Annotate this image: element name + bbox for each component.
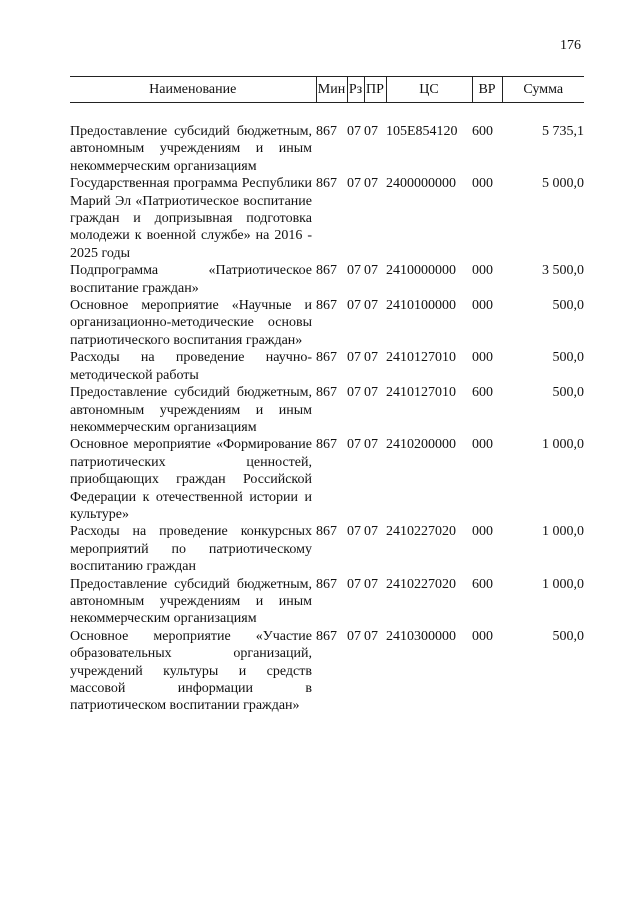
table-row <box>70 384 584 436</box>
header-name: Наименование <box>70 77 316 103</box>
cell-rz: 07 <box>347 350 361 366</box>
cell-rz: 07 <box>347 298 361 314</box>
cell-cs: 2410227020 <box>386 524 456 540</box>
header-pr: ПР <box>364 77 386 103</box>
cell-name: Государственная программа Республики Марий Эл «Патриотическое воспитание граждан и допризывная подготовка молодежи к военной службе» на 2016 - 2025 годы <box>70 176 312 261</box>
table-row <box>70 628 584 715</box>
cell-name: Основное мероприятие «Формирование патриотических ценностей, приобщающих граждан Российской Федерации к отечественной истории и культуре» <box>70 437 312 522</box>
cell-sum: 500,0 <box>552 298 584 314</box>
table-header-row <box>70 77 584 103</box>
cell-sum: 5 735,1 <box>542 124 584 139</box>
cell-name: Расходы на проведение научно-методической работы <box>70 350 312 383</box>
header-vr: ВР <box>472 77 502 103</box>
cell-name: Расходы на проведение конкурсных мероприятий по патриотическому воспитанию граждан <box>70 524 312 575</box>
cell-name: Основное мероприятие «Участие образовательных организаций, учреждений культуры и средств массовой информации в патриотическом воспитании граждан» <box>70 628 312 714</box>
cell-rz: 07 <box>347 437 361 453</box>
cell-min: 867 <box>316 524 337 540</box>
cell-pr: 07 <box>364 298 378 314</box>
cell-rz: 07 <box>347 263 361 279</box>
cell-min: 867 <box>316 385 337 401</box>
cell-min: 867 <box>316 628 337 644</box>
cell-pr: 07 <box>364 524 378 540</box>
table-row <box>70 175 584 262</box>
header-sum: Сумма <box>502 77 584 103</box>
cell-cs: 2410000000 <box>386 263 456 279</box>
cell-vr: 000 <box>472 524 493 540</box>
cell-sum: 5 000,0 <box>542 176 584 192</box>
cell-rz: 07 <box>347 524 361 540</box>
cell-rz: 07 <box>347 576 361 592</box>
cell-pr: 07 <box>364 350 378 366</box>
cell-cs: 2410300000 <box>386 628 456 644</box>
cell-cs: 2410100000 <box>386 298 456 314</box>
cell-sum: 1 000,0 <box>542 437 584 453</box>
header-min: Мин <box>316 77 347 103</box>
cell-pr: 07 <box>364 628 378 644</box>
table-row <box>70 262 584 297</box>
cell-name: Предоставление субсидий бюджетным, автономным учреждениям и иным некоммерческим организациям <box>70 576 312 627</box>
cell-pr: 07 <box>364 263 378 279</box>
table-body <box>70 103 584 715</box>
header-rz: Рз <box>347 77 364 103</box>
cell-rz: 07 <box>347 176 361 192</box>
cell-min: 867 <box>316 350 337 366</box>
table-row <box>70 297 584 349</box>
cell-vr: 600 <box>472 124 493 139</box>
header-cs: ЦС <box>386 77 472 103</box>
cell-rz: 07 <box>347 124 361 139</box>
cell-cs: 2410200000 <box>386 437 456 453</box>
cell-cs: 2410227020 <box>386 576 456 592</box>
cell-pr: 07 <box>364 124 378 139</box>
cell-name: Основное мероприятие «Научные и организационно-методические основы патриотического воспитания граждан» <box>70 298 312 348</box>
cell-min: 867 <box>316 176 337 192</box>
budget-table-container <box>70 76 584 715</box>
cell-sum: 500,0 <box>552 628 584 644</box>
cell-cs: 105E854120 <box>386 124 458 139</box>
cell-vr: 000 <box>472 298 493 314</box>
cell-min: 867 <box>316 437 337 453</box>
cell-min: 867 <box>316 263 337 279</box>
cell-min: 867 <box>316 576 337 592</box>
page-number: 176 <box>560 38 581 53</box>
cell-vr: 000 <box>472 176 493 192</box>
cell-min: 867 <box>316 298 337 314</box>
table-row <box>70 123 584 175</box>
budget-table <box>70 76 584 715</box>
table-row <box>70 576 584 628</box>
table-row <box>70 436 584 523</box>
cell-sum: 1 000,0 <box>542 576 584 592</box>
cell-rz: 07 <box>347 628 361 644</box>
cell-vr: 000 <box>472 628 493 644</box>
cell-name: Подпрограмма «Патриотическое воспитание граждан» <box>70 263 312 296</box>
cell-vr: 000 <box>472 350 493 366</box>
cell-sum: 3 500,0 <box>542 263 584 279</box>
cell-cs: 2410127010 <box>386 350 456 366</box>
table-row <box>70 349 584 384</box>
cell-min: 867 <box>316 124 337 139</box>
cell-pr: 07 <box>364 176 378 192</box>
cell-vr: 600 <box>472 385 493 401</box>
cell-vr: 000 <box>472 437 493 453</box>
cell-pr: 07 <box>364 385 378 401</box>
cell-vr: 600 <box>472 576 493 592</box>
cell-cs: 2400000000 <box>386 176 456 192</box>
cell-sum: 500,0 <box>552 385 584 401</box>
header-spacer <box>70 103 584 124</box>
cell-name: Предоставление субсидий бюджетным, автономным учреждениям и иным некоммерческим организациям <box>70 124 312 174</box>
cell-cs: 2410127010 <box>386 385 456 401</box>
cell-name: Предоставление субсидий бюджетным, автономным учреждениям и иным некоммерческим организациям <box>70 385 312 435</box>
cell-vr: 000 <box>472 263 493 279</box>
cell-pr: 07 <box>364 576 378 592</box>
cell-sum: 500,0 <box>552 350 584 366</box>
cell-sum: 1 000,0 <box>542 524 584 540</box>
cell-rz: 07 <box>347 385 361 401</box>
table-row <box>70 523 584 575</box>
cell-pr: 07 <box>364 437 378 453</box>
